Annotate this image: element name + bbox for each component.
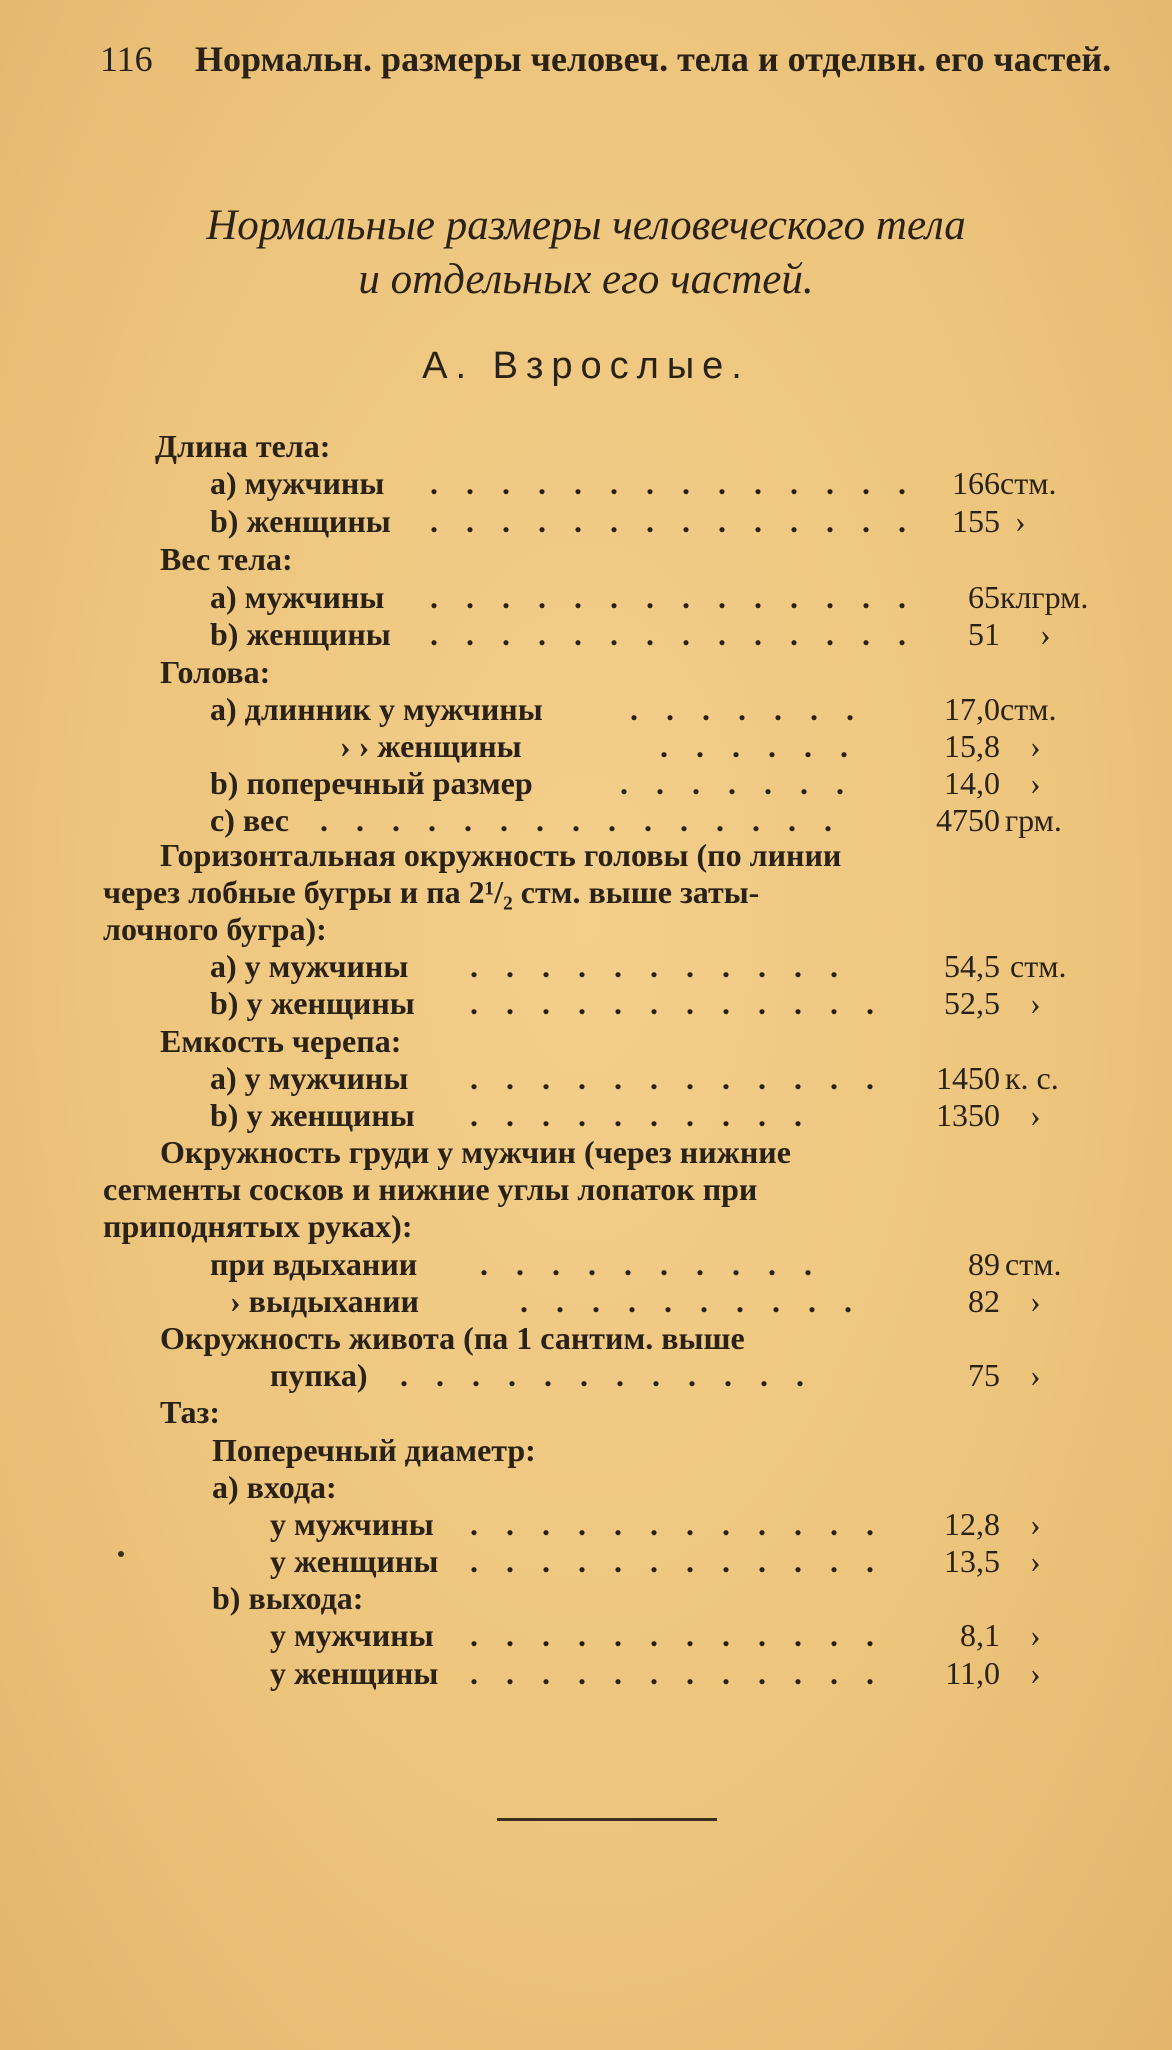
row-label: b) женщины <box>210 503 391 539</box>
row-value: 4750 <box>936 802 1000 838</box>
row-label: a) мужчины <box>210 579 385 615</box>
row-unit: › <box>1030 1543 1041 1579</box>
row-value: 51 <box>968 616 1000 652</box>
leader-dots: . . . . . . . . . . . . <box>470 1060 884 1096</box>
row-value: 17,0 <box>944 691 1000 727</box>
paragraph-head-circumference-2: через лобные бугры и па 2¹/₂ стм. выше заты- <box>103 874 760 910</box>
running-title: Нормальн. размеры человеч. тела и отделвн. его частей. <box>195 39 1112 79</box>
table-row <box>270 1504 1110 1544</box>
leader-dots: . . . . . . . . . . <box>480 1246 822 1282</box>
table-row <box>210 1095 1110 1135</box>
leader-dots: . . . . . . . . . . . . . . <box>430 465 916 501</box>
row-label: › › женщины <box>340 728 522 764</box>
table-row <box>230 1281 1110 1321</box>
entry-heading-inlet: a) входа: <box>212 1469 337 1505</box>
row-label: b) у женщины <box>210 1097 415 1133</box>
row-unit: к. с. <box>1005 1060 1059 1096</box>
entry-heading-outlet: b) выхода: <box>212 1580 364 1616</box>
leader-dots: . . . . . . . . . . . . <box>470 985 884 1021</box>
table-row <box>270 1653 1110 1693</box>
leader-dots: . . . . . . . . . . . <box>470 948 848 984</box>
title-line-1: Нормальные размеры человеческого тела <box>206 202 966 249</box>
row-value: 1350 <box>936 1097 1000 1133</box>
leader-dots: . . . . . . . . . . . . . . <box>430 579 916 615</box>
row-value: 1450 <box>936 1060 1000 1096</box>
row-label: a) у мужчины <box>210 1060 409 1096</box>
entry-heading-head: Голова: <box>160 654 271 690</box>
row-value: 75 <box>968 1357 1000 1393</box>
leader-dots: . . . . . . . . . . . . <box>400 1357 814 1393</box>
leader-dots: . . . . . . . . . . <box>470 1097 812 1133</box>
row-value: 13,5 <box>944 1543 1000 1579</box>
row-unit: стм. <box>1000 691 1057 727</box>
entry-heading-transverse-diameter: Поперечный диаметр: <box>212 1432 536 1468</box>
row-label: a) длинник у мужчины <box>210 691 543 727</box>
entry-heading-skull-capacity: Емкость черепа: <box>160 1023 402 1059</box>
leader-dots: . . . . . . . . . . . . . . <box>430 616 916 652</box>
table-row <box>210 689 1110 729</box>
leader-dots: . . . . . . . . . . . . . . <box>430 503 916 539</box>
row-unit: › <box>1030 765 1041 801</box>
row-value: 11,0 <box>945 1655 1000 1691</box>
table-row <box>210 983 1110 1023</box>
paragraph-head-circumference-3: лочного бугра): <box>103 911 327 947</box>
row-unit: клгрм. <box>1000 579 1089 615</box>
row-value: 65 <box>968 579 1000 615</box>
entry-heading-pelvis: Таз: <box>160 1394 221 1430</box>
leader-dots: . . . . . . . . . . . . . . . <box>320 802 842 838</box>
row-label: у женщины <box>270 1543 439 1579</box>
table-row <box>210 946 1110 986</box>
table-row <box>340 726 1110 766</box>
row-unit: › <box>1030 1655 1041 1691</box>
paragraph-chest-3: приподнятых руках): <box>103 1208 413 1244</box>
page-number: 116 <box>100 39 153 79</box>
row-label: › выдыхании <box>230 1283 419 1319</box>
row-unit: стм. <box>1000 465 1057 501</box>
row-value: 8,1 <box>960 1617 1000 1653</box>
row-label: при вдыхании <box>210 1246 418 1282</box>
row-unit: › <box>1030 1097 1041 1133</box>
row-label: пупка) <box>270 1357 368 1393</box>
row-label: b) женщины <box>210 616 391 652</box>
row-value: 14,0 <box>944 765 1000 801</box>
paragraph-head-circumference-1: Горизонтальная окружность головы (по линии <box>160 837 842 873</box>
section-heading: А. Взрослые. <box>422 345 750 387</box>
leader-dots: . . . . . . . . . . . . <box>470 1543 884 1579</box>
row-unit: › <box>1030 985 1041 1021</box>
table-row <box>270 1615 1110 1655</box>
row-value: 12,8 <box>944 1506 1000 1542</box>
row-unit: › <box>1030 728 1041 764</box>
row-unit: грм. <box>1005 802 1062 838</box>
leader-dots: . . . . . . . . . . . . <box>470 1655 884 1691</box>
running-header <box>100 38 1112 80</box>
row-unit: › <box>1030 1617 1041 1653</box>
title-line-2: и отдельных его частей. <box>358 256 814 303</box>
leader-dots: . . . . . . . <box>630 691 864 727</box>
entry-heading-body-length: Длина тела: <box>155 428 331 464</box>
table-row <box>210 763 1110 803</box>
row-label: b) у женщины <box>210 985 415 1021</box>
row-label: b) поперечный размер <box>210 765 533 801</box>
row-unit: стм. <box>1010 948 1067 984</box>
leader-dots: . . . . . . <box>660 728 858 764</box>
row-unit: › <box>1015 503 1026 539</box>
row-value: 15,8 <box>944 728 1000 764</box>
table-row <box>210 1244 1110 1284</box>
row-value: 155 <box>952 503 1000 539</box>
row-value: 89 <box>968 1246 1000 1282</box>
table-row <box>210 800 1110 840</box>
leader-dots: . . . . . . . . . . . . <box>470 1617 884 1653</box>
entry-heading-body-weight: Вес тела: <box>160 541 293 577</box>
paragraph-chest-2: сегменты сосков и нижние углы лопаток при <box>103 1171 758 1207</box>
row-label: у мужчины <box>270 1506 434 1542</box>
row-label: a) мужчины <box>210 465 385 501</box>
leader-dots: . . . . . . . <box>620 765 854 801</box>
row-label: a) у мужчины <box>210 948 409 984</box>
table-row <box>270 1541 1110 1581</box>
table-row <box>210 501 1110 541</box>
row-value: 54,5 <box>944 948 1000 984</box>
table-row <box>210 463 1110 503</box>
row-value: 166 <box>952 465 1000 501</box>
table-row <box>210 614 1110 654</box>
paragraph-abdomen-1: Окружность живота (па 1 сантим. выше <box>160 1320 745 1356</box>
leader-dots: . . . . . . . . . . <box>520 1283 862 1319</box>
table-row <box>210 577 1110 617</box>
table-row <box>210 1058 1110 1098</box>
row-value: 52,5 <box>944 985 1000 1021</box>
row-unit: › <box>1030 1283 1041 1319</box>
row-unit: стм. <box>1005 1246 1062 1282</box>
paragraph-chest-1: Окружность груди у мужчин (через нижние <box>160 1134 791 1170</box>
row-label: у мужчины <box>270 1617 434 1653</box>
closing-rule <box>497 1818 717 1821</box>
leader-dots: . . . . . . . . . . . . <box>470 1506 884 1542</box>
row-label: у женщины <box>270 1655 439 1691</box>
row-unit: › <box>1030 1357 1041 1393</box>
row-unit: › <box>1040 616 1051 652</box>
row-label: c) вес <box>210 802 289 838</box>
table-row <box>270 1355 1110 1395</box>
row-unit: › <box>1030 1506 1041 1542</box>
ink-speck <box>118 1551 124 1557</box>
row-value: 82 <box>968 1283 1000 1319</box>
